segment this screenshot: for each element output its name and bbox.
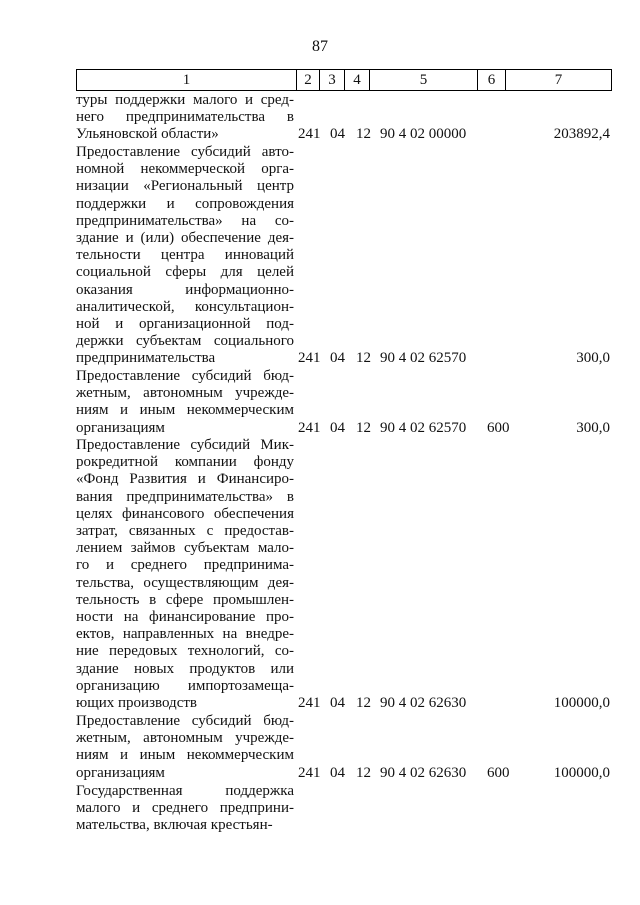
table-row xyxy=(76,144,610,368)
section-code: 04 xyxy=(330,126,345,143)
table-row xyxy=(76,713,610,782)
header-col-6: 6 xyxy=(478,70,506,90)
description-line: ности на финансирование про- xyxy=(76,609,294,626)
header-col-7: 7 xyxy=(554,72,563,88)
description-line: тельства, осуществляющим дея- xyxy=(76,574,294,591)
description-line: ние передовых технологий, со- xyxy=(76,643,294,660)
description-line: жетным, автономным учрежде- xyxy=(76,385,294,402)
table-row xyxy=(76,92,610,144)
amount: 300,0 xyxy=(576,350,610,367)
header-col-3: 3 xyxy=(320,70,345,90)
target-article-code: 90 4 02 62570 xyxy=(380,350,467,367)
description-line: Предоставление субсидий бюд- xyxy=(76,713,294,729)
section-code: 04 xyxy=(330,694,345,711)
section-code: 04 xyxy=(330,419,345,436)
subsection-code: 12 xyxy=(356,764,371,781)
description-line: вания предпринимательства» в xyxy=(76,488,294,505)
row-codes xyxy=(76,144,610,368)
description-line: малого и среднего предприни- xyxy=(76,800,294,817)
admin-code: 241 xyxy=(298,126,321,143)
row-codes xyxy=(76,783,610,835)
target-article-code: 90 4 02 00000 xyxy=(380,126,467,143)
table-row xyxy=(76,368,610,437)
header-col-5: 5 xyxy=(370,70,478,90)
description-line: рокредитной компании фонду xyxy=(76,454,294,471)
description-line: тельности центра инноваций xyxy=(76,247,294,264)
expense-type-code: 600 xyxy=(487,764,510,781)
description-line: ющих производств xyxy=(76,695,197,712)
description-line: социальной сферы для целей xyxy=(76,264,294,281)
description-line: ниям и иным некоммерческим xyxy=(76,747,294,764)
table-row xyxy=(76,437,610,712)
amount: 100000,0 xyxy=(553,764,610,781)
description-line: ектов, направленных на внедре- xyxy=(76,626,294,643)
admin-code: 241 xyxy=(298,419,321,436)
description-line: организациям xyxy=(76,764,165,781)
description-line: тельность в сфере промышлен- xyxy=(76,591,294,608)
row-codes xyxy=(76,713,610,782)
admin-code: 241 xyxy=(298,764,321,781)
description-line: «Фонд Развития и Финансиро- xyxy=(76,471,294,488)
amount: 203892,4 xyxy=(553,126,610,143)
subsection-code: 12 xyxy=(356,694,371,711)
header-col-1: 1 xyxy=(77,70,297,90)
description-line: здание и (или) обеспечение дея- xyxy=(76,230,294,247)
description-line: целях финансового обеспечения xyxy=(76,505,294,522)
description-line: Ульяновской области» xyxy=(76,126,219,143)
description-line: предпринимательства xyxy=(76,350,216,367)
description-line: него предпринимательства в xyxy=(76,109,294,126)
target-article-code: 90 4 02 62630 xyxy=(380,764,467,781)
description-line: жетным, автономным учрежде- xyxy=(76,730,294,747)
description-line: лением займов субъектам мало- xyxy=(76,540,294,557)
target-article-code: 90 4 02 62570 xyxy=(380,419,467,436)
description-line: аналитической, консультацион- xyxy=(76,298,294,315)
description-line: мательства, включая крестьян- xyxy=(76,817,273,834)
row-codes xyxy=(76,437,610,712)
row-codes xyxy=(76,368,610,437)
description-line: здание новых продуктов или xyxy=(76,660,294,677)
subsection-code: 12 xyxy=(356,419,371,436)
description-line: номной некоммерческой орга- xyxy=(76,161,294,178)
header-col-2: 2 xyxy=(297,70,320,90)
admin-code: 241 xyxy=(298,350,321,367)
amount: 100000,0 xyxy=(553,694,610,711)
page-number: 87 xyxy=(312,38,328,55)
description-line: поддержки и сопровождения xyxy=(76,195,294,212)
description-line: оказания информационно- xyxy=(76,281,294,298)
table-row xyxy=(76,783,610,835)
description-line: го и среднего предпринима- xyxy=(76,557,294,574)
description-line: Предоставление субсидий авто- xyxy=(76,144,294,160)
description-line: предпринимательства» на со- xyxy=(76,212,294,229)
description-line: организацию импортозамеща- xyxy=(76,677,294,694)
description-line: Государственная поддержка xyxy=(76,783,294,799)
description-line: низации «Региональный центр xyxy=(76,178,294,195)
description-line: Предоставление субсидий Мик- xyxy=(76,437,294,453)
description-line: ной и организационной под- xyxy=(76,316,294,333)
description-line: организациям xyxy=(76,419,165,436)
description-line: ниям и иным некоммерческим xyxy=(76,402,294,419)
header-col-4: 4 xyxy=(345,70,370,90)
subsection-code: 12 xyxy=(356,126,371,143)
table-header xyxy=(76,69,612,91)
description-line: затрат, связанных с предостав- xyxy=(76,523,294,540)
expense-type-code: 600 xyxy=(487,419,510,436)
section-code: 04 xyxy=(330,764,345,781)
admin-code: 241 xyxy=(298,694,321,711)
target-article-code: 90 4 02 62630 xyxy=(380,694,467,711)
description-line: туры поддержки малого и сред- xyxy=(76,92,294,108)
description-line: Предоставление субсидий бюд- xyxy=(76,368,294,384)
section-code: 04 xyxy=(330,350,345,367)
amount: 300,0 xyxy=(576,419,610,436)
subsection-code: 12 xyxy=(356,350,371,367)
description-line: держки субъектам социального xyxy=(76,333,294,350)
row-codes xyxy=(76,92,610,144)
